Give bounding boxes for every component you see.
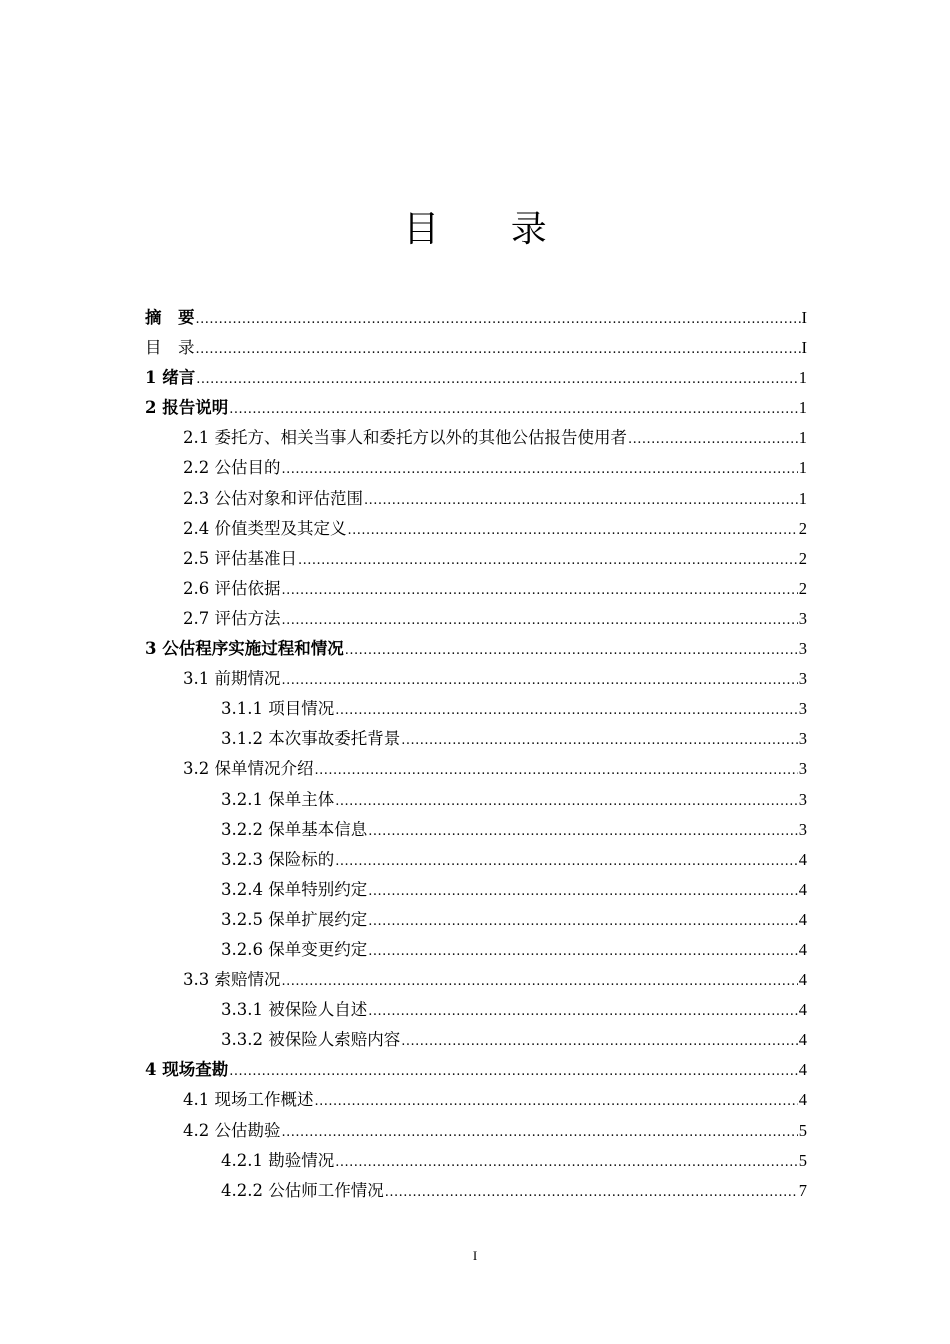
toc-entry-label: 2.3 公估对象和评估范围 [183, 488, 363, 508]
toc-entry-label: 3.2 保单情况介绍 [183, 759, 314, 779]
toc-entry-label: 3.2.3 保险标的 [221, 849, 335, 869]
toc-entry[interactable] [145, 423, 807, 453]
toc-entry-label: 目 录 [145, 338, 195, 358]
toc-entry[interactable] [145, 754, 807, 784]
toc-entry-page: 7 [798, 1180, 807, 1200]
toc-entry[interactable] [145, 815, 807, 845]
toc-list [145, 303, 807, 1206]
toc-entry[interactable] [145, 845, 807, 875]
toc-entry-label: 3.1.2 本次事故委托背景 [221, 729, 401, 749]
toc-entry-page: 3 [798, 699, 807, 719]
toc-dot-leader [401, 1027, 798, 1057]
toc-dot-leader [282, 967, 798, 997]
toc-dot-leader [368, 877, 798, 907]
toc-entry[interactable] [145, 303, 807, 333]
toc-dot-leader [368, 937, 798, 967]
toc-dot-leader [335, 1148, 798, 1178]
toc-entry-page: 2 [798, 578, 807, 598]
toc-dot-leader [196, 305, 801, 335]
toc-entry-page: 4 [798, 1000, 807, 1020]
toc-dot-leader [315, 756, 798, 786]
toc-entry-page: I [801, 338, 807, 358]
toc-dot-leader [282, 576, 798, 606]
toc-entry-page: 4 [798, 939, 807, 959]
toc-dot-leader [368, 997, 798, 1027]
toc-dot-leader [335, 696, 798, 726]
toc-entry-label: 2.6 评估依据 [183, 578, 281, 598]
toc-entry[interactable] [145, 724, 807, 754]
toc-entry-label: 4.2.1 勘验情况 [221, 1150, 335, 1170]
toc-entry-page: 4 [798, 879, 807, 899]
toc-entry[interactable] [145, 514, 807, 544]
toc-entry[interactable] [145, 363, 807, 393]
toc-entry-label: 3.2.6 保单变更约定 [221, 939, 368, 959]
toc-entry-label: 摘 要 [145, 308, 195, 327]
toc-dot-leader [335, 787, 798, 817]
toc-entry-label: 3.1.1 项目情况 [221, 699, 335, 719]
toc-dot-leader [385, 1178, 798, 1208]
toc-entry[interactable] [145, 785, 807, 815]
toc-dot-leader [282, 1118, 798, 1148]
toc-entry[interactable] [145, 333, 807, 363]
toc-dot-leader [298, 546, 798, 576]
toc-entry-page: 1 [798, 428, 807, 448]
toc-entry[interactable] [145, 935, 807, 965]
toc-dot-leader [196, 365, 798, 395]
toc-dot-leader [315, 1087, 798, 1117]
toc-entry-page: 5 [798, 1150, 807, 1170]
toc-entry-page: 2 [798, 548, 807, 568]
toc-entry[interactable] [145, 995, 807, 1025]
toc-entry[interactable] [145, 965, 807, 995]
toc-dot-leader [282, 606, 798, 636]
toc-entry-page: 2 [798, 518, 807, 538]
toc-entry-page: 3 [798, 608, 807, 628]
toc-entry-label: 4.2.2 公估师工作情况 [221, 1180, 384, 1200]
toc-entry[interactable] [145, 1116, 807, 1146]
toc-dot-leader [401, 726, 798, 756]
toc-entry-page: 4 [798, 970, 807, 990]
toc-entry-label: 2.5 评估基准日 [183, 548, 297, 568]
toc-entry-page: I [801, 308, 807, 327]
toc-entry[interactable] [145, 544, 807, 574]
toc-entry-page: 1 [798, 488, 807, 508]
toc-entry-label: 3.3.1 被保险人自述 [221, 1000, 368, 1020]
toc-entry-page: 3 [798, 729, 807, 749]
toc-dot-leader [368, 817, 798, 847]
toc-entry-label: 4 现场查勘 [145, 1060, 229, 1080]
toc-entry-page: 3 [798, 789, 807, 809]
toc-entry[interactable] [145, 1146, 807, 1176]
toc-entry[interactable] [145, 393, 807, 423]
toc-entry-label: 2.7 评估方法 [183, 608, 281, 628]
toc-dot-leader [282, 666, 798, 696]
toc-entry[interactable] [145, 574, 807, 604]
toc-dot-leader [348, 516, 798, 546]
toc-entry[interactable] [145, 1085, 807, 1115]
toc-entry-page: 4 [798, 1060, 807, 1080]
toc-entry-label: 3 公估程序实施过程和情况 [145, 639, 344, 659]
toc-entry-label: 3.2.2 保单基本信息 [221, 819, 368, 839]
toc-title: 目 录 [403, 209, 577, 250]
toc-entry-page: 3 [798, 819, 807, 839]
toc-entry-page: 3 [798, 759, 807, 779]
toc-entry[interactable] [145, 484, 807, 514]
toc-entry-label: 3.3.2 被保险人索赔内容 [221, 1030, 401, 1050]
page-number: I [472, 1248, 478, 1263]
toc-entry-page: 1 [798, 368, 807, 388]
toc-entry-page: 4 [798, 849, 807, 869]
toc-dot-leader [229, 395, 798, 425]
toc-entry-label: 2.4 价值类型及其定义 [183, 518, 347, 538]
toc-entry-page: 5 [798, 1120, 807, 1140]
toc-entry-label: 2.2 公估目的 [183, 458, 281, 478]
toc-entry[interactable] [145, 694, 807, 724]
toc-entry-label: 3.3 索赔情况 [183, 970, 281, 990]
toc-entry[interactable] [145, 604, 807, 634]
toc-dot-leader [364, 486, 798, 516]
toc-entry[interactable] [145, 905, 807, 935]
toc-entry-label: 3.2.5 保单扩展约定 [221, 909, 368, 929]
toc-entry[interactable] [145, 664, 807, 694]
toc-entry-page: 1 [798, 398, 807, 418]
toc-entry-label: 1 绪言 [145, 368, 196, 388]
toc-entry-page: 3 [798, 669, 807, 689]
toc-dot-leader [335, 847, 798, 877]
toc-entry[interactable] [145, 1025, 807, 1055]
toc-entry-page: 4 [798, 1090, 807, 1110]
toc-dot-leader [368, 907, 798, 937]
toc-entry-label: 3.2.4 保单特别约定 [221, 879, 368, 899]
toc-entry-label: 2.1 委托方、相关当事人和委托方以外的其他公估报告使用者 [183, 428, 627, 448]
toc-entry[interactable] [145, 634, 807, 664]
toc-entry[interactable] [145, 875, 807, 905]
toc-entry-label: 2 报告说明 [145, 398, 229, 418]
toc-entry[interactable] [145, 1055, 807, 1085]
toc-dot-leader [196, 335, 801, 365]
toc-dot-leader [229, 1057, 798, 1087]
toc-entry-label: 4.2 公估勘验 [183, 1120, 281, 1140]
toc-entry[interactable] [145, 453, 807, 483]
toc-entry-label: 3.1 前期情况 [183, 669, 281, 689]
toc-entry-page: 4 [798, 909, 807, 929]
toc-dot-leader [345, 636, 798, 666]
toc-entry-label: 3.2.1 保单主体 [221, 789, 335, 809]
toc-dot-leader [628, 425, 798, 455]
toc-entry-page: 3 [798, 639, 807, 659]
toc-dot-leader [282, 455, 798, 485]
toc-entry-page: 1 [798, 458, 807, 478]
toc-entry-label: 4.1 现场工作概述 [183, 1090, 314, 1110]
toc-entry[interactable] [145, 1176, 807, 1206]
toc-entry-page: 4 [798, 1030, 807, 1050]
